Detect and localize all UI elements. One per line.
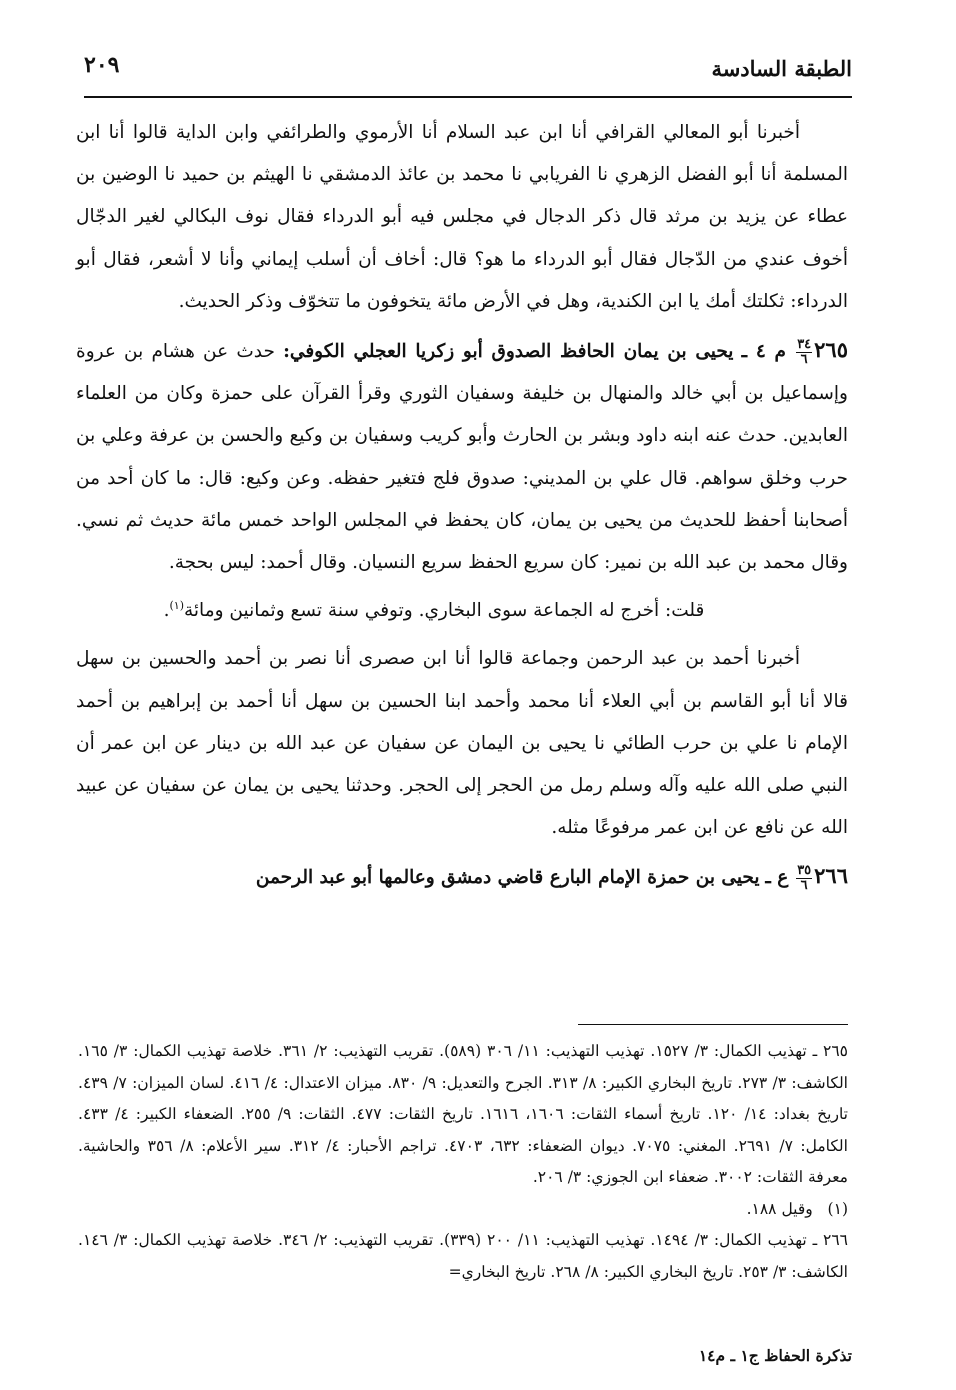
footnote-266: ٢٦٦ ـ تهذيب الكمال: ٣/ ١٤٩٤. تهذيب التهذيب: ١١/ ٢٠٠ (٣٣٩). تقريب التهذيب: ٢/ ٣٤٦. خلاصة تهذيب الكمال: ٣/ ١٤٦. الكاشف: ٣/ ٢٥٣. تاريخ البخاري الكبير: ٨/ ٢٦٨. تاريخ البخاري=: [78, 1231, 848, 1281]
entry-heading: يحيى بن حمزة الإمام البارع قاضي دمشق وعالمها أبو عبد الرحمن: [255, 867, 760, 889]
footnote-reference: (١): [169, 599, 184, 613]
entry-text: حدث عن هشام بن عروة وإسماعيل بن أبي خالد والمنهال بن خليفة وسفيان الثوري وقرأ القرآن على حمزة وكان من العلماء العابدين. حدث عنه ابنه داود وبشر بن الحارث وأبو كريب وسفيان بن وكيع والحسن بن عرفة وعلي بن حرب وخلق سواهم. قال علي بن المديني: صدوق فلج فتغير حفظه. وعن وكيع: قال: ما كان أحد من أصحابنا أحفظ للحديث من يحيى بن يمان، كان يحفظ في المجلس الواحد خمس مائة حديث ثم نسي. وقال محمد بن عبد الله بن نمير: كان سريع الحفظ سريع النسيان. وقال أحمد: ليس بحجة.: [76, 341, 848, 574]
paragraph-isnad-dajjal: أخبرنا أبو المعالي القرافي أنا ابن عبد السلام أنا الأرموي والطرائفي وابن الداية قالوا أنا ابن المسلمة أنا أبو الفضل الزهري نا الفريابي نا محمد بن عائذ الدمشقي نا الهيثم بن حميد نا الوضين بن عطاء عن يزيد بن مرثد قال ذكر الدجال في مجلس فيه أبو الدرداء فقال نوف البكالي لغير الدجّال أخوف عندي من الدّجال فقال أبو الدرداء ما هو؟ قال: أخاف أن أسلب إيماني وأنا لا أشعر، فقال أبو الدرداء: ثكلتك أمك يا ابن الكندية، وهل في الأرض مائة يتخوفون ما تتخوّف وذكر الحديث.: [76, 122, 848, 312]
entry-heading: يحيى بن يمان الحافظ الصدوق أبو زكريا العجلي الكوفي:: [283, 341, 734, 363]
entry-266: [76, 855, 848, 899]
qult-note: [76, 590, 848, 632]
footnote-265: ٢٦٥ ـ تهذيب الكمال: ٣/ ١٥٢٧. تهذيب التهذيب: ١١/ ٣٠٦ (٥٨٩). تقريب التهذيب: ٢/ ٣٦١. خلاصة تهذيب الكمال: ٣/ ١٦٥. الكاشف: ٣/ ٢٧٣. تاريخ البخاري الكبير: ٨/ ٣١٣. الجرح والتعديل: ٩/ ٨٣٠. ميزان الاعتدال: ٤/ ٤١٦. لسان الميزان: ٧/ ٤٣٩. تاريخ بغداد: ١٤/ ١٢٠. تاريخ أسماء الثقات: ١٦٠٦، ١٦١٦. تاريخ الثقات: ٤٧٧. الثقات: ٩/ ٢٥٥. الضعفاء الكبير: ٤/ ٤٣٣. الكامل: ٧/ ٢٦٩١. المغني: ٧٠٧٥. ديوان الضعفاء: ٦٣٢، ٤٧٠٣. تراجم الأحبار: ٤/ ٣١٢. سير الأعلام: ٨/ ٣٥٦ والحاشية. معرفة الثقات: ٣٠٠٢. ضعفاء ابن الجوزي: ٣/ ٢٠٦.: [78, 1042, 848, 1186]
fraction-top: ٣٥: [797, 862, 812, 878]
page-header: [84, 50, 852, 92]
footnotes: [78, 1036, 848, 1288]
entry-number: ٢٦٥: [814, 337, 848, 363]
qult-end: .: [163, 600, 170, 622]
footnote-rule: [578, 1024, 848, 1025]
entry-265: [76, 329, 848, 584]
entry-number: ٢٦٦: [814, 863, 848, 889]
entry-fraction: [796, 864, 812, 893]
main-text: [76, 112, 848, 900]
page-number: ٢٠٩: [84, 52, 120, 78]
footnote-1-text: وقيل ١٨٨.: [746, 1199, 813, 1218]
qult-text: قلت: أخرج له الجماعة سوى البخاري. وتوفي سنة تسع وثمانين ومائة: [183, 600, 705, 622]
paragraph-isnad-raml: أخبرنا أحمد بن عبد الرحمن وجماعة قالوا أنا ابن صصرى أنا نصر بن أحمد والحسين بن سهل قالا أنا أبو القاسم بن أبي العلاء أنا محمد وأحمد ابنا الحسين بن سهل أنا أحمد بن إبراهيم بن أحمد الإمام نا علي بن حرب الطائي نا يحيى بن اليمان عن سفيان عن عبد الله بن دينار عن ابن عمر أن النبي صلى الله عليه وآله وسلم رمل من الحجر إلى الحجر. وحدثنا يحيى بن يمان عن سفيان عن عبيد الله عن نافع عن ابن عمر مرفوعًا مثله.: [76, 648, 848, 839]
running-title: الطبقة السادسة: [711, 56, 852, 81]
footnote-marker: (١): [827, 1199, 848, 1218]
fraction-bottom: ٦: [800, 877, 808, 893]
fraction-bottom: ٦: [800, 351, 808, 367]
entry-code: م ٤ ـ: [741, 341, 786, 363]
footnote-1: [78, 1194, 848, 1226]
header-rule: [84, 96, 852, 98]
fraction-top: ٣٤: [797, 336, 812, 352]
entry-fraction: [796, 338, 812, 367]
entry-code: ع ـ: [765, 867, 789, 889]
signature-footer: تذكرة الحفاظ ج١ ـ م١٤: [698, 1346, 852, 1365]
